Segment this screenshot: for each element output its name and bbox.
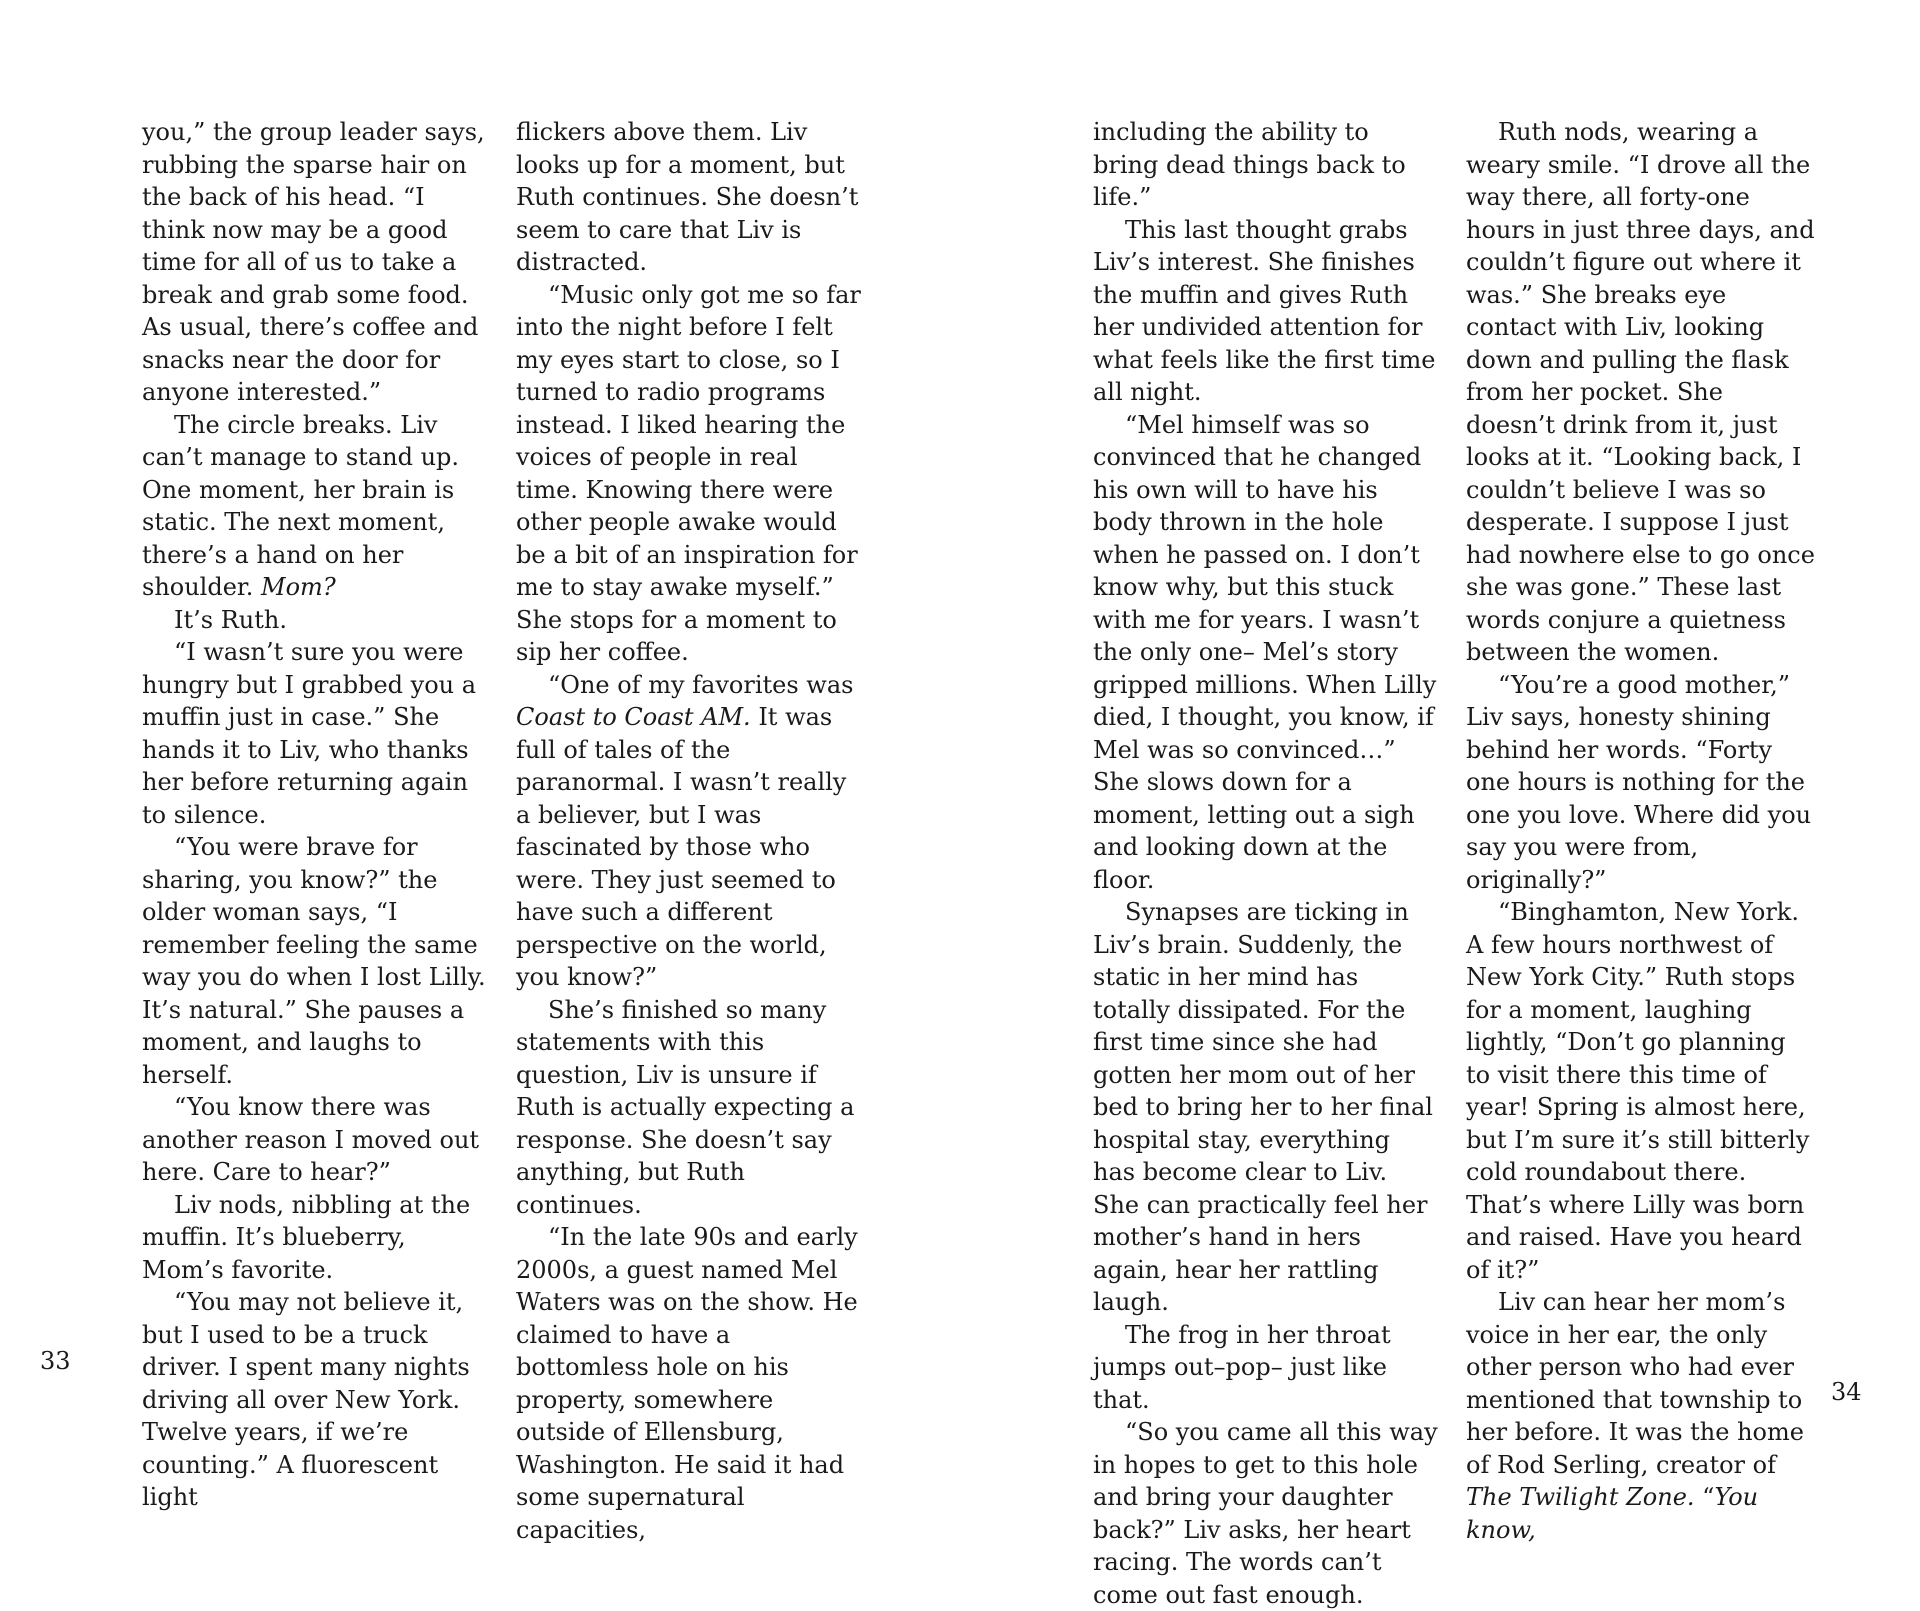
italic-text: You know, [1466,1483,1759,1544]
paragraph [516,669,866,994]
paragraph: This last thought grabs Liv’s interest. She finishes the muffin and gives Ruth her undivided attention for what feels like the first time all night. [1093,215,1436,406]
paragraph: flickers above them. Liv looks up for a moment, but Ruth continues. She doesn’t seem to care that Liv is distracted. [516,118,859,276]
paragraph: “You were brave for sharing, you know?” the older woman says, “I remember feeling the same way you do when I lost Lilly. It’s natural.” She pauses a moment, and laughs to herself. [142,833,486,1089]
paragraph [1466,1286,1816,1546]
italic-text: Coast to Coast AM. [516,703,751,731]
page-number-left: 33 [40,1347,71,1375]
paragraph-text: “One of my favorites was [548,670,854,699]
paragraph: “Mel himself was so convinced that he changed his own will to have his body thrown in the hole when he passed on. I don’t know why, but this stuck with me for years. I wasn’t the only one– Mel’s story gripped millions. When Lilly died, I thought, you know, if Mel was so convinced…” She slows down for a moment, letting out a sigh and looking down at the floor. [1093,410,1437,894]
paragraph: “You know there was another reason I moved out here. Care to hear?” [142,1093,480,1186]
paragraph: including the ability to bring dead things back to life.” [1093,118,1406,211]
paragraph: “You’re a good mother,” Liv says, honesty shining behind her words. “Forty one hours is nothing for the one you love. Where did you say you were from, originally?” [1466,670,1812,894]
left-page-column-2 [516,116,866,1546]
paragraph: “I wasn’t sure you were hungry but I grabbed you a muffin just in case.” She hands it to Liv, who thanks her before returning again to silence. [142,638,477,829]
paragraph-text: The circle breaks. Liv can’t manage to stand up. One moment, her brain is static. The next moment, there’s a hand on her shoulder. [142,410,460,601]
paragraph: “You may not believe it, but I used to be a truck driver. I spent many nights driving all over New York. Twelve years, if we’re counting.” A fluorescent light [142,1288,470,1511]
paragraph: “In the late 90s and early 2000s, a guest named Mel Waters was on the show. He claimed to have a bottomless hole on his property, somewhere outside of Ellensburg, Washington. He said it had some supernatural capacities, [516,1223,858,1544]
paragraph: Synapses are ticking in Liv’s brain. Suddenly, the static in her mind has totally dissipated. For the first time since she had gotten her mom out of her bed to bring her to her final hospital stay, everything has become clear to Liv. She can practically feel her mother’s hand in hers again, hear her rattling laugh. [1093,898,1433,1316]
paragraph: “So you came all this way in hopes to get to this hole and bring your daughter back?” Liv asks, her heart racing. The words can’t come out fast enough. [1093,1418,1438,1609]
paragraph-text: Liv can hear her mom’s voice in her ear, the only other person who had ever mentioned that township to her before. It was the home of Rod Serling, creator of [1466,1288,1804,1479]
italic-text: Mom? [261,573,336,601]
paragraph: you,” the group leader says, rubbing the sparse hair on the back of his head. “I think now may be a good time for all of us to take a break and grab some food. As usual, there’s coffee and snacks near the door for anyone interested.” [142,118,485,406]
paragraph: “Music only got me so far into the night before I felt my eyes start to close, so I turned to radio programs instead. I liked hearing the voices of people in real time. Knowing there were other people awake would be a bit of an inspiration for me to stay awake myself.” She stops for a moment to sip her coffee. [516,280,861,666]
left-page-column-1 [142,116,492,1514]
paragraph: The frog in her throat jumps out–pop– just like that. [1093,1320,1391,1414]
paragraph: It’s Ruth. [174,605,287,634]
paragraph [142,409,492,604]
paragraph: Liv nods, nibbling at the muffin. It’s blueberry, Mom’s favorite. [142,1190,471,1284]
right-page-column-2 [1466,116,1816,1546]
paragraph: “Binghamton, New York. A few hours northwest of New York City.” Ruth stops for a moment, laughing lightly, “Don’t go planning to visit there this time of year! Spring is almost here, but I’m sure it’s still bitterly cold roundabout there. That’s where Lilly was born and raised. Have you heard of it?” [1466,898,1810,1284]
paragraph-text: It was full of tales of the paranormal. I wasn’t really a believer, but I was fascinated by those who were. They just seemed to have such a different perspective on the world, you know?” [516,703,847,991]
italic-text: The Twilight Zone. [1466,1483,1695,1511]
page-number-right: 34 [1831,1378,1862,1406]
paragraph: Ruth nods, wearing a weary smile. “I drove all the way there, all forty-one hours in just three days, and couldn’t figure out where it was.” She breaks eye contact with Liv, looking down and pulling the flask from her pocket. She doesn’t drink from it, just looks at it. “Looking back, I couldn’t believe I was so desperate. I suppose I just had nowhere else to go once she was gone.” These last words conjure a quietness between the women. [1466,118,1815,666]
paragraph-text: “ [1702,1483,1715,1511]
paragraph: She’s finished so many statements with this question, Liv is unsure if Ruth is actually expecting a response. She doesn’t say anything, but Ruth continues. [516,995,855,1219]
right-page-column-1 [1093,116,1438,1611]
